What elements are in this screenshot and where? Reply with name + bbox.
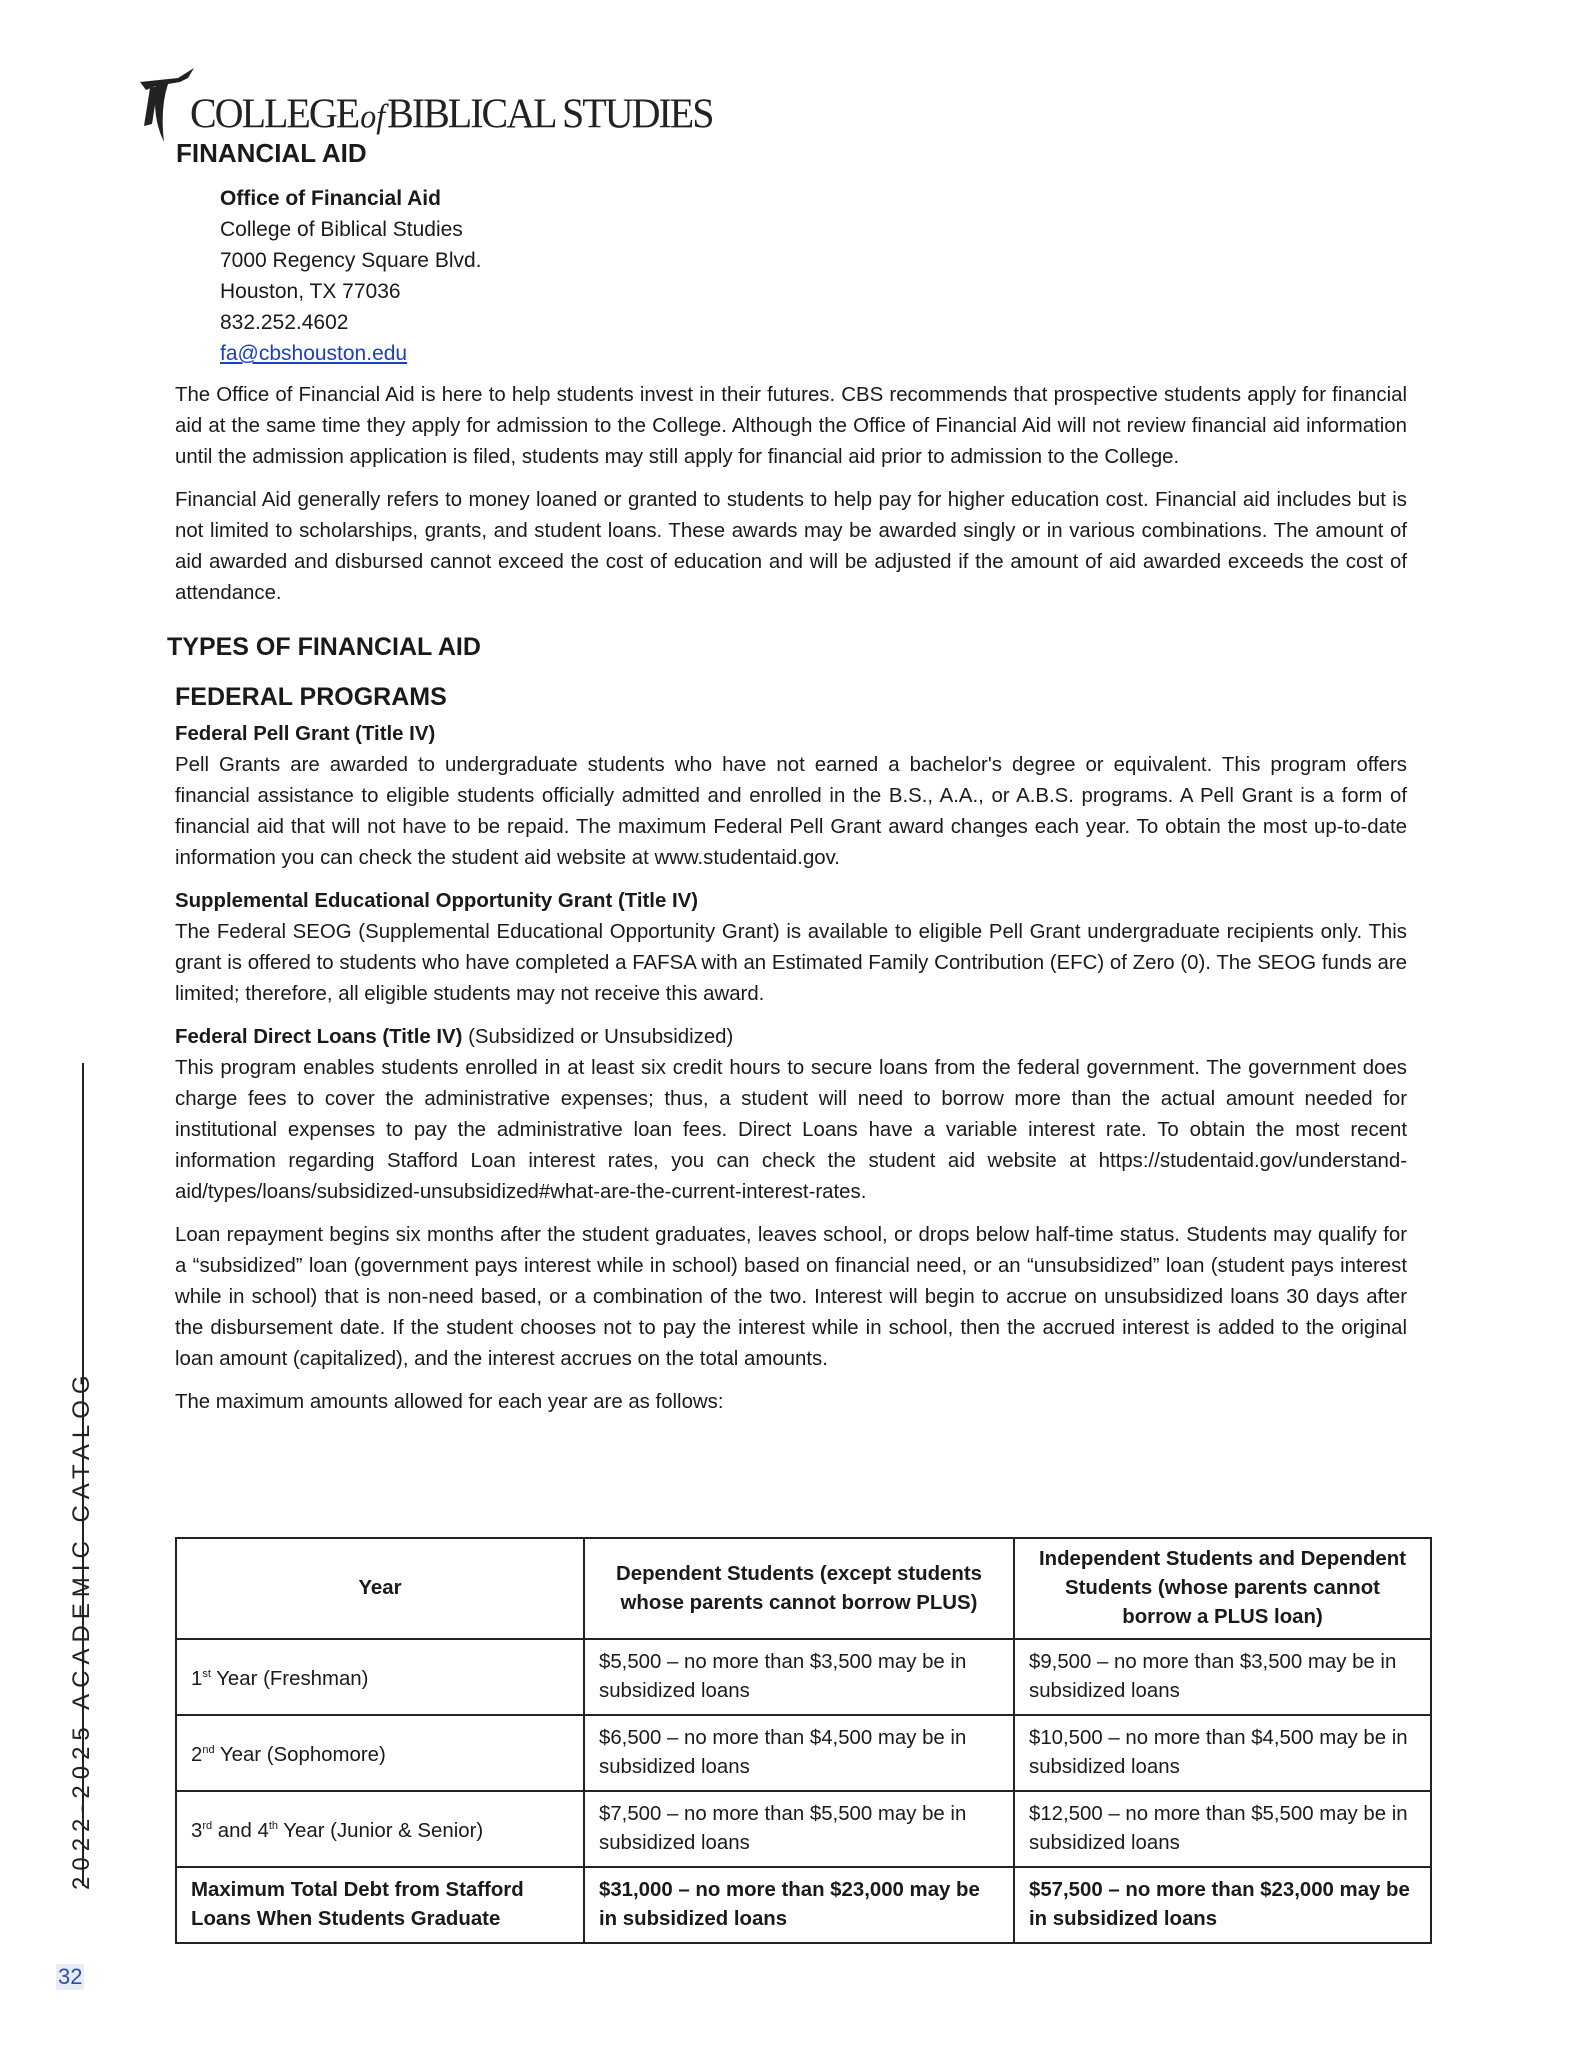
dependent-cell: $6,500 – no more than $4,500 may be in subsidized loans: [584, 1715, 1014, 1791]
catalog-sidebar-label: 2022-2025 ACADEMIC CATALOG: [68, 1369, 95, 1890]
independent-cell: $9,500 – no more than $3,500 may be in subsidized loans: [1014, 1639, 1431, 1715]
table-row: [176, 1791, 1431, 1867]
college-logo: [138, 68, 712, 144]
direct-loans-section: [175, 1022, 1407, 1208]
office-phone: 832.252.4602: [220, 311, 349, 334]
seog-text: The Federal SEOG (Supplemental Educational Opportunity Grant) is available to eligible Pell Grant undergraduate recipients only. This grant is offered to students who have completed a FAFSA with an Estimated Family Contribution (EFC) of Zero (0). The SEOG funds are limited; therefore, all eligible students may not receive this award.: [175, 921, 1407, 1005]
direct-text: This program enables students enrolled in at least six credit hours to secure loans from the federal government. The government does charge fees to cover the administrative expenses; thus, a student will need to borrow more than the actual amount needed for institutional expenses to pay the administrative loan fees. Direct Loans have a variable interest rate. To obtain the most recent information regarding Stafford Loan interest rates, you can check the student aid website at https://studentaid.gov/understand-aid/types/loans/subsidized-unsubsidized#what-are-the-current-interest-rates.: [175, 1057, 1407, 1203]
direct-title-suffix: (Subsidized or Unsubsidized): [462, 1026, 734, 1048]
dependent-cell: $7,500 – no more than $5,500 may be in subsidized loans: [584, 1791, 1014, 1867]
dependent-cell: $5,500 – no more than $3,500 may be in subsidized loans: [584, 1639, 1014, 1715]
main-content: [167, 380, 1407, 1430]
cross-logo-icon: [138, 68, 196, 144]
total-label: Maximum Total Debt from Stafford Loans When Students Graduate: [176, 1867, 584, 1943]
intro-paragraph: Financial Aid generally refers to money loaned or granted to students to help pay for higher education cost. Financial aid includes but is not limited to scholarships, grants, and student loans. These awards may be awarded singly or in various combinations. The amount of aid awarded and disbursed cannot exceed the cost of education and will be adjusted if the amount of aid awarded exceeds the cost of attendance.: [175, 489, 1407, 604]
repayment-paragraph: Loan repayment begins six months after the student graduates, leaves school, or drops below half-time status. Students may qualify for a “subsidized” loan (government pays interest while in school) based on financial need, or an “unsubsidized” loan (student pays interest while in school) that is non-need based, or a combination of the two. Interest will begin to accrue on unsubsidized loans 30 days after the disbursement date. If the student chooses not to pay the interest while in school, then the accrued interest is added to the original loan amount (capitalized), and the interest accrues on the total amounts.: [175, 1224, 1407, 1370]
page-number: 32: [58, 1964, 83, 1989]
header-year: Year: [176, 1538, 584, 1639]
types-heading: TYPES OF FINANCIAL AID: [167, 633, 481, 661]
table-row: [176, 1715, 1431, 1791]
loan-limits-table: [175, 1537, 1432, 1944]
pell-title: Federal Pell Grant (Title IV): [175, 723, 436, 745]
logo-wordmark: COLLEGEofBIBLICAL STUDIES: [190, 89, 713, 138]
pell-text: Pell Grants are awarded to undergraduate students who have not earned a bachelor's degree or equivalent. This program offers financial assistance to eligible students officially admitted and enrolled in the B.S., A.A., or A.B.S. programs. A Pell Grant is a form of financial aid that will not have to be repaid. The maximum Federal Pell Grant award changes each year. To obtain the most up-to-date information you can check the student aid website at www.studentaid.gov.: [175, 754, 1407, 869]
max-intro: The maximum amounts allowed for each year are as follows:: [175, 1391, 724, 1413]
office-name: College of Biblical Studies: [220, 218, 463, 241]
header-dependent: Dependent Students (except students whose parents cannot borrow PLUS): [584, 1538, 1014, 1639]
total-independent: $57,500 – no more than $23,000 may be in subsidized loans: [1014, 1867, 1431, 1943]
year-cell: 1st Year (Freshman): [176, 1639, 584, 1715]
header-independent: Independent Students and Dependent Students (whose parents cannot borrow a PLUS loan): [1014, 1538, 1431, 1639]
table-header-row: [176, 1538, 1431, 1639]
direct-title: Federal Direct Loans (Title IV): [175, 1026, 463, 1048]
office-city: Houston, TX 77036: [220, 280, 401, 303]
pell-section: [175, 719, 1407, 874]
table-row: [176, 1639, 1431, 1715]
table-total-row: [176, 1867, 1431, 1943]
office-email-link[interactable]: fa@cbshouston.edu: [220, 342, 408, 365]
independent-cell: $10,500 – no more than $4,500 may be in subsidized loans: [1014, 1715, 1431, 1791]
office-street: 7000 Regency Square Blvd.: [220, 249, 482, 272]
seog-section: [175, 886, 1407, 1010]
year-cell: 2nd Year (Sophomore): [176, 1715, 584, 1791]
year-cell: 3rd and 4th Year (Junior & Senior): [176, 1791, 584, 1867]
federal-heading: FEDERAL PROGRAMS: [175, 683, 447, 711]
seog-title: Supplemental Educational Opportunity Grant (Title IV): [175, 890, 699, 912]
section-title: FINANCIAL AID: [176, 138, 367, 168]
office-title: Office of Financial Aid: [220, 187, 441, 210]
intro-paragraph: The Office of Financial Aid is here to help students invest in their futures. CBS recommends that prospective students apply for financial aid at the same time they apply for admission to the College. Although the Office of Financial Aid will not review financial aid information until the admission application is filed, students may still apply for financial aid prior to admission to the College.: [175, 384, 1407, 468]
office-contact: [220, 183, 482, 369]
total-dependent: $31,000 – no more than $23,000 may be in subsidized loans: [584, 1867, 1014, 1943]
independent-cell: $12,500 – no more than $5,500 may be in subsidized loans: [1014, 1791, 1431, 1867]
